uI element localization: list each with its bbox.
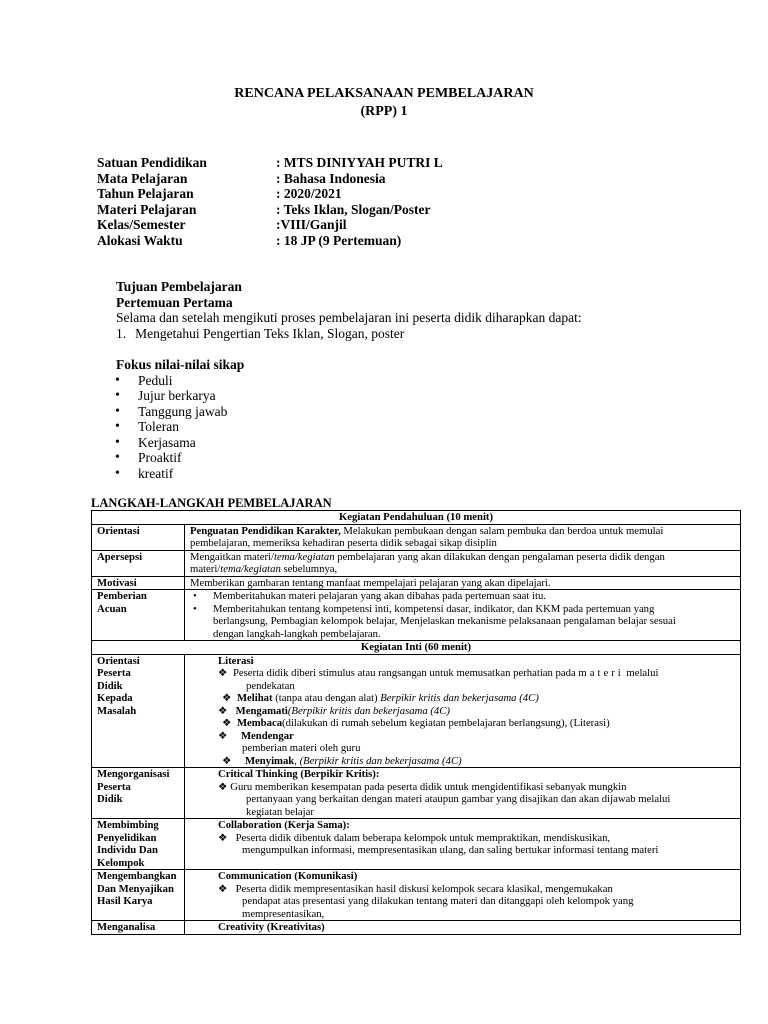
content-line — [218, 832, 735, 845]
table-section-header: Kegiatan Inti (60 menit) — [92, 641, 741, 655]
content-line — [218, 755, 735, 768]
text: (dilakukan di rumah sebelum kegiatan pembelajaran berlangsung), (Literasi) — [282, 717, 610, 729]
bullet-icon: • — [193, 602, 197, 615]
emphasis: Penguatan Pendidikan Karakter, — [190, 524, 341, 537]
text: Memberitahukan materi pelajaran yang akan dibahas pada pertemuan saat itu. — [213, 590, 546, 602]
identity-value: : Bahasa Indonesia — [276, 170, 386, 186]
row-content — [185, 654, 741, 768]
content-line — [218, 692, 735, 705]
row-content — [185, 819, 741, 870]
objective-item — [116, 326, 582, 342]
table-section-header: Kegiatan Pendahuluan (10 menit) — [92, 511, 741, 525]
text: Peserta didik mempresentasikan hasil diskusi kelompok secara klasikal, mengemukakan — [235, 882, 613, 895]
label-line: Kepada — [97, 692, 133, 704]
list-item: • Jujur berkarya — [116, 388, 244, 404]
content-line — [218, 705, 735, 718]
content-line — [218, 883, 735, 896]
diamond-bullet-icon: ❖ — [222, 717, 232, 729]
content-title: Collaboration (Kerja Sama): — [218, 819, 350, 831]
row-content — [185, 870, 741, 921]
content-line: pertanyaan yang berkaitan dengan materi ataupun gambar yang disajikan dan akan dijawab melalui — [246, 793, 671, 805]
list-item: • Kerjasama — [116, 435, 244, 451]
row-label — [92, 654, 185, 768]
row-label — [92, 590, 185, 641]
label-line: Mengembangkan — [97, 870, 177, 882]
content-line: mempresentasikan, — [242, 907, 325, 920]
table-row — [92, 576, 741, 590]
objectives-section — [116, 279, 582, 341]
diamond-bullet-icon: ❖ — [218, 729, 228, 742]
label-line: Dan Menyajikan — [97, 882, 174, 895]
document-subtitle: (RPP) 1 — [360, 104, 408, 119]
text: Mengaitkan materi/ — [190, 550, 274, 563]
row-label — [92, 870, 185, 921]
diamond-bullet-icon: ❖ — [218, 667, 228, 679]
text: sebelumnya, — [280, 563, 338, 575]
text: (tanpa atau dengan alat) — [272, 692, 381, 704]
row-label — [92, 819, 185, 870]
diamond-bullet-icon: ❖ — [218, 831, 228, 844]
label-line: Penyelidikan — [97, 831, 157, 844]
identity-value: : MTS DINIYYAH PUTRI L — [276, 155, 443, 170]
identity-label: Tahun Pelajaran — [97, 186, 194, 201]
text: Peserta didik dibentuk dalam beberapa kelompok untuk mempraktikan, mendiskusikan, — [235, 831, 611, 844]
emphasis: Mengamati — [235, 704, 288, 717]
text: Peserta didik diberi stimulus atau rangsangan untuk memusatkan perhatian pada — [232, 667, 576, 679]
values-section — [116, 357, 244, 481]
content-line — [218, 730, 735, 743]
table-row — [92, 921, 741, 935]
row-label — [92, 768, 185, 819]
emphasis: Membaca — [236, 717, 283, 729]
text: dengan langkah-langkah pembelajaran. — [213, 627, 381, 640]
table-row — [92, 550, 741, 576]
identity-label: Mata Pelajaran — [97, 170, 188, 186]
list-item: • Toleran — [116, 419, 244, 435]
steps-heading: LANGKAH-LANGKAH PEMBELAJARAN — [91, 496, 332, 510]
label-line: Masalah — [97, 704, 137, 717]
values-heading: Fokus nilai-nilai sikap — [116, 357, 245, 372]
text: , (Berpikir kritis dan bekerjasama (4C) — [294, 754, 462, 767]
emphasis: Menyimak — [244, 754, 295, 767]
identity-label: Alokasi Waktu — [97, 232, 183, 248]
content-title: Communication (Komunikasi) — [218, 870, 358, 882]
identity-label: Materi Pelajaran — [97, 201, 197, 217]
content-line: mengumpulkan informasi, mempresentasikan ulang, dan saling bertukar informasi tentang materi — [242, 844, 659, 856]
content-line — [218, 667, 735, 680]
diamond-bullet-icon: ❖ — [222, 754, 232, 767]
identity-value: : 18 JP (9 Pertemuan) — [276, 232, 402, 248]
content-title: Creativity (Kreativitas) — [185, 921, 741, 935]
emphasis: Mendengar — [240, 729, 294, 742]
list-item: • Peduli — [116, 373, 244, 389]
table-row — [92, 524, 741, 550]
diamond-bullet-icon: ❖ — [218, 704, 228, 717]
content-line: pendekatan — [246, 679, 295, 692]
label-line: Individu Dan — [97, 844, 158, 856]
label-line: Pemberian — [97, 590, 147, 602]
row-label: Menganalisa — [92, 921, 185, 935]
content-line: kegiatan belajar — [246, 805, 314, 818]
diamond-bullet-icon: ❖ — [222, 692, 232, 704]
content-line — [218, 717, 735, 730]
label-line: Mengorganisasi — [97, 768, 170, 780]
row-label: Motivasi — [92, 576, 185, 590]
label-line: Kelompok — [97, 856, 145, 869]
table-row — [92, 819, 741, 870]
text: materi — [578, 667, 624, 679]
objectives-intro: Selama dan setelah mengikuti proses pembelajaran ini peserta didik diharapkan dapat: — [116, 310, 582, 325]
row-content — [185, 550, 741, 576]
row-label: Apersepsi — [92, 550, 185, 576]
label-line: Peserta — [97, 667, 131, 679]
emphasis: Melihat — [236, 692, 273, 704]
identity-value: : Teks Iklan, Slogan/Poster — [276, 201, 431, 217]
values-list — [116, 373, 244, 482]
table-row — [92, 768, 741, 819]
text: Melakukan pembukaan dengan salam pembuka dan berdoa untuk memulai — [340, 524, 664, 537]
row-content: Memberikan gambaran tentang manfaat mempelajari pelajaran yang akan dipelajari. — [185, 576, 741, 590]
steps-table — [91, 510, 741, 935]
diamond-bullet-icon: ❖ — [218, 780, 228, 793]
content-line: pemberian materi oleh guru — [242, 742, 361, 754]
content-title: Literasi — [218, 654, 254, 667]
identity-value: :VIII/Ganjil — [276, 217, 347, 232]
table-row — [92, 590, 741, 641]
objective-text: Mengetahui Pengertian Teks Iklan, Slogan, poster — [135, 325, 405, 341]
bullet-icon: • — [193, 590, 197, 602]
content-line: pendapat atas presentasi yang dilakukan tentang materi dan ditanggapi oleh kelompok yang — [242, 895, 634, 907]
text: Berpikir kritis dan bekerjasama (4C) — [380, 692, 539, 704]
text: (Berpikir kritis dan bekerjasama (4C) — [287, 704, 450, 717]
label-line: Hasil Karya — [97, 895, 153, 907]
list-item: • Tanggung jawab — [116, 404, 244, 420]
text: Guru memberikan kesempatan pada peserta didik untuk mengidentifikasi sebanyak mungkin — [230, 780, 627, 793]
label-line: Acuan — [97, 602, 127, 615]
objectives-subheading: Pertemuan Pertama — [116, 294, 233, 310]
label-line: Didik — [97, 793, 123, 805]
row-content — [185, 590, 741, 641]
label-line: Orientasi — [97, 654, 140, 667]
row-content — [185, 524, 741, 550]
identity-label: Satuan Pendidikan — [97, 155, 207, 170]
text: berlangsung, Pembagian kelompok belajar, Menjelaskan mekanisme pelaksanaan pengalaman belajar sesuai — [213, 615, 676, 627]
text: pembelajaran, memeriksa kehadiran peserta didik sebagai sikap disiplin — [190, 537, 497, 549]
label-line: Peserta — [97, 780, 131, 793]
objectives-heading: Tujuan Pembelajaran — [116, 279, 242, 294]
table-row — [92, 654, 741, 768]
text: Memberitahukan tentang kompetensi inti, kompetensi dasar, indikator, dan KKM pada pertemuan yang — [213, 602, 655, 615]
text: melalui — [623, 667, 659, 679]
identity-value: : 2020/2021 — [276, 186, 342, 201]
emphasis: tema/kegiatan — [220, 563, 281, 575]
identity-label: Kelas/Semester — [97, 217, 186, 232]
list-item: • Proaktif — [116, 450, 244, 466]
text: materi/ — [190, 563, 221, 575]
text: pembelajaran yang akan dilakukan dengan pengalaman peserta didik dengan — [334, 550, 665, 563]
label-line: Didik — [97, 679, 123, 692]
document-title: RENCANA PELAKSANAAN PEMBELAJARAN — [234, 86, 534, 101]
row-label: Orientasi — [92, 524, 185, 550]
objective-number: 1. — [116, 325, 127, 341]
emphasis: tema/kegiatan — [274, 550, 335, 563]
content-line — [218, 781, 735, 794]
row-content — [185, 768, 741, 819]
label-line: Membimbing — [97, 819, 159, 831]
diamond-bullet-icon: ❖ — [218, 882, 228, 895]
content-title: Critical Thinking (Berpikir Kritis): — [218, 768, 380, 780]
table-row — [92, 870, 741, 921]
list-item: • kreatif — [116, 466, 244, 482]
